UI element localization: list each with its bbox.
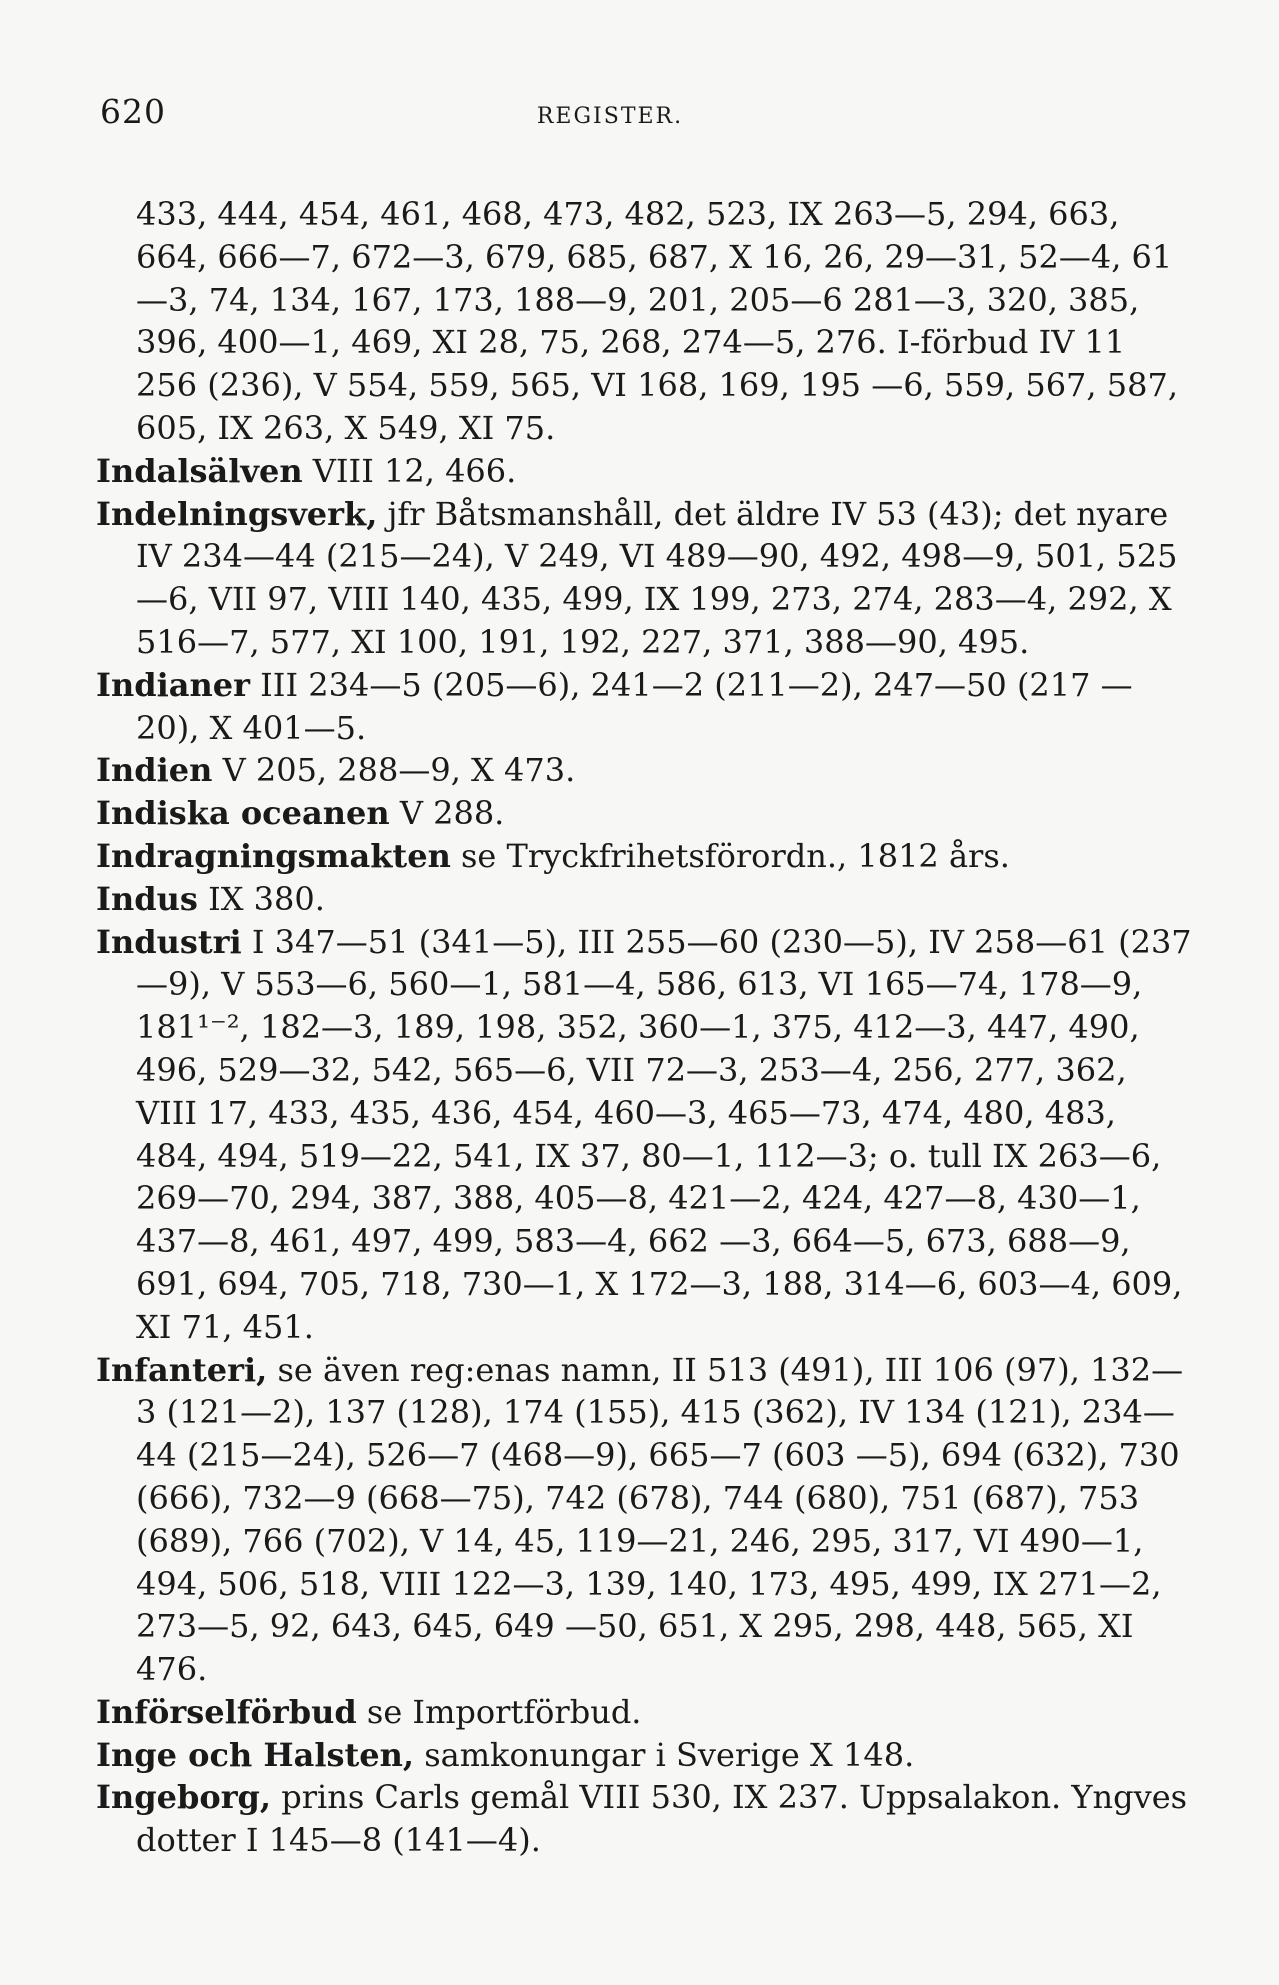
page-number: 620 <box>100 92 166 131</box>
entry-heading: Indragningsmakten <box>96 836 451 875</box>
entry-references: se Importförbud. <box>356 1692 642 1731</box>
entry-references: se Tryckfrihetsförordn., 1812 års. <box>450 836 1010 875</box>
entry-references: IX 380. <box>197 879 325 918</box>
entry-heading: Indalsälven <box>96 451 303 490</box>
entry-references: V 205, 288—9, X 473. <box>212 751 576 790</box>
index-entry <box>96 1349 1196 1691</box>
running-title: REGISTER. <box>536 104 684 129</box>
entry-heading: Inge och Halsten, <box>96 1735 415 1774</box>
index-entry <box>96 921 1196 1349</box>
index-entry <box>96 792 1196 835</box>
index-entry <box>96 835 1196 878</box>
index-entry <box>96 878 1196 921</box>
index-entry <box>96 1734 1196 1777</box>
index-entry <box>96 1691 1196 1734</box>
entry-heading: Indiska oceanen <box>96 794 390 833</box>
entry-references: se även reg:enas namn, II 513 (491), III 106 (97), 132—3 (121—2), 137 (128), 174 (155), 415 (362), IV 134 (121), 234—44 (215—24), 526—7 (468—9), 665—7 (603 —5), 694 (632), 730 (666), 732—9 (668—75), 742 (678), 744 (680), 751 (687), 753 (689), 766 (702), V 14, 45, 119—21, 246, 295, 317, VI 490—1, 494, 506, 518, VIII 122—3, 139, 140, 173, 495, 499, IX 271—2, 273—5, 92, 643, 645, 649 —50, 651, X 295, 298, 448, 565, XI 476. <box>136 1350 1184 1689</box>
index-entry <box>96 749 1196 792</box>
entry-references: VIII 12, 466. <box>302 451 517 490</box>
entry-references: I 347—51 (341—5), III 255—60 (230—5), IV 258—61 (237—9), V 553—6, 560—1, 581—4, 586, 613, VI 165—74, 178—9, 181¹⁻², 182—3, 189, 198, 352, 360—1, 375, 412—3, 447, 490, 496, 529—32, 542, 565—6, VII 72—3, 253—4, 256, 277, 362, VIII 17, 433, 435, 436, 454, 460—3, 465—73, 474, 480, 483, 484, 494, 519—22, 541, IX 37, 80—1, 112—3; o. tull IX 263—6, 269—70, 294, 387, 388, 405—8, 421—2, 424, 427—8, 430—1, 437—8, 461, 497, 499, 583—4, 662 —3, 664—5, 673, 688—9, 691, 694, 705, 718, 730—1, X 172—3, 188, 314—6, 603—4, 609, XI 71, 451. <box>136 922 1192 1346</box>
entry-heading: Ingeborg, <box>96 1778 272 1817</box>
entry-references: samkonungar i Sverige X 148. <box>414 1735 915 1774</box>
page-header <box>100 92 1190 144</box>
index-entry <box>96 664 1196 750</box>
entry-references: prins Carls gemål VIII 530, IX 237. Uppsalakon. Yngves dotter I 145—8 (141—4). <box>136 1778 1188 1860</box>
entry-heading: Indianer <box>96 665 250 704</box>
index-entry-continued <box>96 193 1196 450</box>
entry-heading: Indus <box>96 879 198 918</box>
index-entry <box>96 493 1196 664</box>
index-entry <box>96 450 1196 493</box>
entry-references: V 288. <box>389 794 505 833</box>
index-entry <box>96 1776 1196 1862</box>
entry-references: 433, 444, 454, 461, 468, 473, 482, 523, IX 263—5, 294, 663, 664, 666—7, 672—3, 679, 685, 687, X 16, 26, 29—31, 52—4, 61—3, 74, 134, 167, 173, 188—9, 201, 205—6 281—3, 320, 385, 396, 400—1, 469, XI 28, 75, 268, 274—5, 276. I-förbud IV 11 256 (236), V 554, 559, 565, VI 168, 169, 195 —6, 559, 567, 587, 605, IX 263, X 549, XI 75. <box>136 195 1178 447</box>
entry-references: III 234—5 (205—6), 241—2 (211—2), 247—50 (217 —20), X 401—5. <box>136 665 1133 747</box>
entry-heading: Industri <box>96 922 242 961</box>
entry-heading: Infanteri, <box>96 1350 268 1389</box>
entry-references: jfr Båtsmanshåll, det äldre IV 53 (43); det nyare IV 234—44 (215—24), V 249, VI 489—90, 492, 498—9, 501, 525—6, VII 97, VIII 140, 435, 499, IX 199, 273, 274, 283—4, 292, X 516—7, 577, XI 100, 191, 192, 227, 371, 388—90, 495. <box>136 494 1178 661</box>
entry-heading: Införselförbud <box>96 1692 357 1731</box>
index-entries <box>96 193 1196 1862</box>
entry-heading: Indien <box>96 751 213 790</box>
entry-heading: Indelningsverk, <box>96 494 378 533</box>
